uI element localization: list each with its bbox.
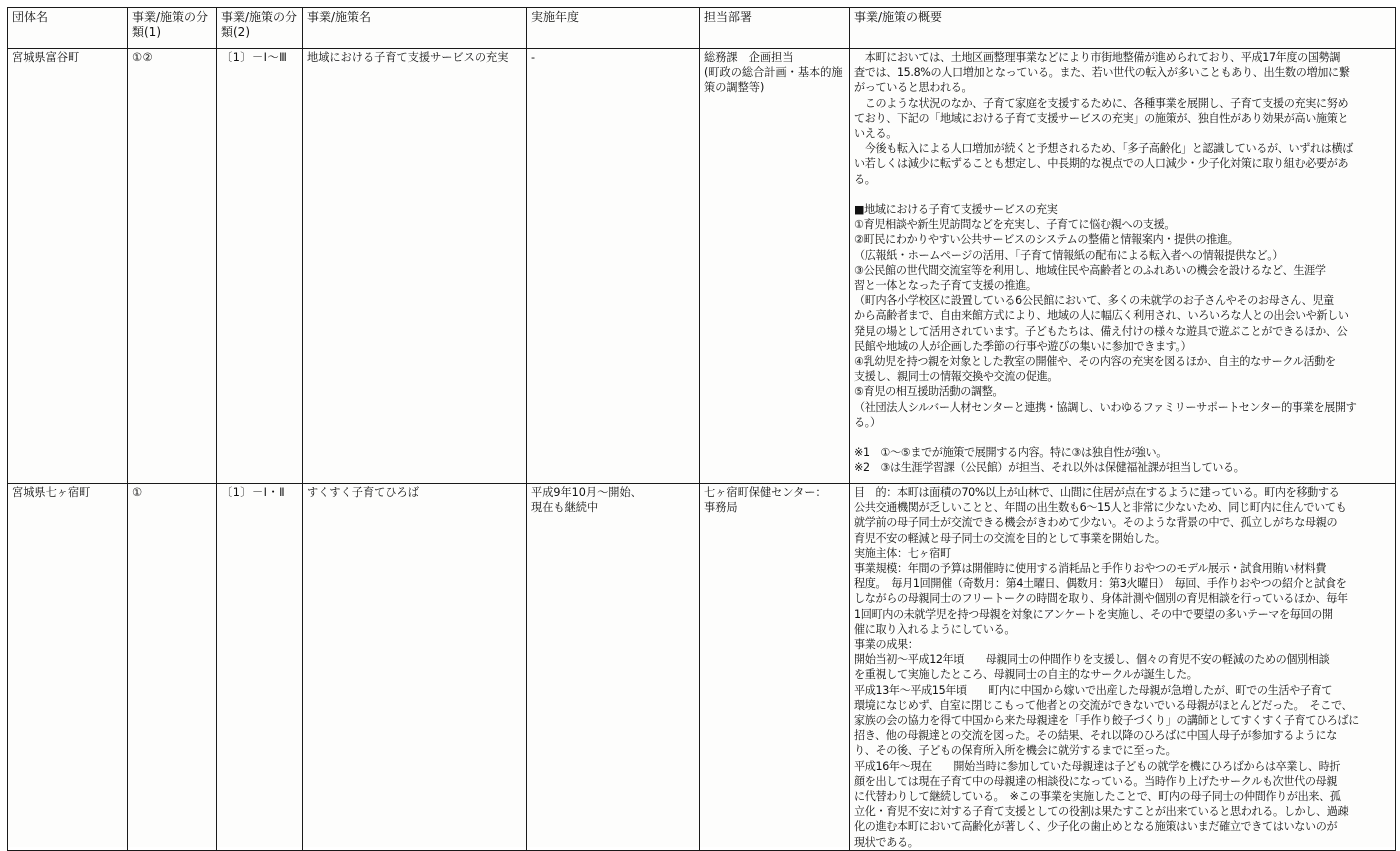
cell-year: - — [527, 49, 700, 484]
overview-line: 公共交通機関が乏しいことと、年間の出生数も6～15人と非常に少ないため、同じ町内に住んでいても — [854, 501, 1347, 515]
header-year: 実施年度 — [527, 8, 700, 49]
cell-overview — [850, 49, 1396, 484]
overview-line: 就学前の母子同士が交流できる機会がきわめて少ない。そのような背景の中で、孤立しがちな母親の — [854, 516, 1338, 530]
overview-line: （広報紙・ホームページの活用、「子育て情報紙の配布による転入者への情報提供など。） — [854, 248, 1284, 262]
overview-text — [854, 485, 1392, 850]
overview-line: 支援し、親同士の情報交換や交流の促進。 — [854, 370, 1059, 384]
overview-line: ■地域における子育て支援サービスの充実 — [854, 203, 1058, 217]
department-text: 総務課 企画担当 (町政の総合計画・基本的施策の調整等) — [704, 51, 843, 95]
overview-line: 本町においては、土地区画整理事業などにより市街地整備が進められており、平成17年度の国勢調 — [854, 51, 1341, 64]
cell-category-2: 〔1〕－Ⅰ～Ⅲ — [217, 49, 303, 484]
overview-line: り、その後、子どもの保育所入所を機会に就労するまでに至った。 — [854, 744, 1177, 758]
header-category-2: 事業/施策の分類(2) — [217, 8, 303, 49]
overview-line: （町内各小学校区に設置している6公民館において、多くの未就学のお子さんやそのお母さん、児童 — [854, 294, 1334, 308]
overview-line: ①育児相談や新生児訪問などを充実し、子育てに悩む親への支援。 — [854, 218, 1176, 232]
overview-line: 事業の成果： — [854, 638, 919, 652]
overview-text — [854, 50, 1392, 476]
overview-line: 実施主体：七ヶ宿町 — [854, 546, 951, 560]
cell-policy-name: すくすく子育てひろば — [303, 484, 527, 851]
overview-line: ※1 ①～⑤までが施策で展開する内容。特に③は独自性が強い。 — [854, 446, 1168, 460]
overview-line: 目 的：本町は面積の70%以上が山林で、山間に住居が点在するように建っている。町内を移動する — [854, 486, 1340, 499]
overview-line: 事業規模：年間の予算は開催時に使用する消耗品と手作りおやつのモデル展示・試食用賄い材料費 — [854, 562, 1327, 576]
overview-line: から高齢者まで、自由来館方式により、地域の人に幅広く利用され、いろいろな人との出会いや新しい — [854, 309, 1349, 323]
cell-category-1: ①② — [128, 49, 217, 484]
overview-line: 催に取り入れるようにしている。 — [854, 622, 1016, 636]
overview-line: 民館や地域の人が企画した季節の行事や遊びの集いに参加できます。） — [854, 339, 1192, 353]
overview-line: ②町民にわかりやすい公共サービスのシステムの整備と情報案内・提供の推進。 — [854, 233, 1239, 247]
header-overview: 事業/施策の概要 — [850, 8, 1396, 49]
overview-line: いえる。 — [854, 127, 897, 141]
cell-org: 宮城県富谷町 — [8, 49, 128, 484]
overview-line: 立化・育児不安に対する子育て支援としての役割は果たすことが出来ていると思われる。しかし、過疎 — [854, 805, 1349, 819]
table-row — [8, 49, 1396, 484]
cell-department — [700, 49, 850, 484]
overview-line: い若しくは減少に転ずることも想定し、中長期的な視点での人口減少・少子化対策に取り組む必要があ — [854, 157, 1349, 171]
scanned-sheet — [7, 7, 1395, 847]
policy-table — [7, 7, 1396, 851]
overview-line: がっていると思われる。 — [854, 81, 973, 95]
overview-line: 顔を出しては現在子育て中の母親達の相談役になっている。当時作り上げたサークルも次世代の母親 — [854, 774, 1338, 788]
overview-line: ③公民館の世代間交流室等を利用し、地域住民や高齢者とのふれあいの機会を設けるなど、生涯学 — [854, 263, 1326, 277]
table-row — [8, 484, 1396, 851]
cell-category-1: ① — [128, 484, 217, 851]
header-department: 担当部署 — [700, 8, 850, 49]
overview-line: 環境になじめず、自室に閉じこもって他者との交流ができないでいる母親がほとんどだった。 そこで、 — [854, 698, 1353, 712]
overview-line: 招き、他の母親達との交流を図った。その結果、それ以降のひろばに中国人母子が参加するようにな — [854, 729, 1338, 743]
header-category-1: 事業/施策の分類(1) — [128, 8, 217, 49]
cell-overview — [850, 484, 1396, 851]
overview-line: ④乳幼児を持つ親を対象とした教室の開催や、その内容の充実を図るほか、自主的なサークル活動を — [854, 355, 1336, 369]
overview-line: る。） — [854, 415, 881, 429]
overview-line: 平成16年～現在 開始当時に参加していた母親達は子どもの就学を機にひろばからは卒業し、時折 — [854, 759, 1341, 773]
overview-line: ており、下記の「地域における子育て支援サービスの充実」の施策が、独自性があり効果が高い施策と — [854, 111, 1349, 125]
cell-department — [700, 484, 850, 851]
overview-line: 開始当初～平成12年頃 母親同士の仲間作りを支援し、個々の育児不安の軽減のための個別相談 — [854, 653, 1330, 667]
overview-line: 程度。 毎月1回開催（奇数月：第4土曜日、偶数月：第3火曜日） 毎回、手作りおやつの紹介と試食を — [854, 577, 1347, 591]
overview-line: （社団法人シルバー人材センターと連携・協調し、いわゆるファミリーサポートセンター的事業を展開す — [854, 400, 1357, 414]
header-org: 団体名 — [8, 8, 128, 49]
blank-line — [854, 187, 1392, 202]
cell-year — [527, 484, 700, 851]
overview-line: る。 — [854, 172, 876, 186]
header-policy-name: 事業/施策名 — [303, 8, 527, 49]
overview-line: 1回町内の未就学児を持つ母親を対象にアンケートを実施し、その中で要望の多いテーマを毎回の開 — [854, 607, 1333, 621]
overview-line: ※2 ③は生涯学習課（公民館）が担当、それ以外は保健福祉課が担当している。 — [854, 461, 1245, 475]
overview-line: を重視して実施したところ、母親同士の自主的なサークルが誕生した。 — [854, 668, 1198, 682]
department-text: 七ヶ宿町保健センター： 事務局 — [704, 486, 827, 515]
overview-line: 家族の会の協力を得て中国から来た母親達を「手作り餃子づくり」の講師としてすくすく子育てひろばに — [854, 714, 1359, 728]
overview-line: 育児不安の軽減と母子同士の交流を目的として事業を開始した。 — [854, 531, 1166, 545]
cell-org: 宮城県七ヶ宿町 — [8, 484, 128, 851]
overview-line: 習と一体となった子育て支援の推進。 — [854, 279, 1037, 293]
overview-line: 今後も転入による人口増加が続くと予想されるため、「多子高齢化」と認識しているが、いずれは横ば — [854, 142, 1353, 156]
blank-line — [854, 430, 1392, 445]
overview-line: 査では、15.8%の人口増加となっている。また、若い世代の転入が多いこともあり、出生数の増加に繋 — [854, 66, 1350, 80]
header-row — [8, 8, 1396, 49]
year-text: 平成9年10月～開始、 現在も継続中 — [531, 486, 642, 515]
overview-line: しながらの母親同士のフリートークの時間を取り、身体計測や個別の育児相談を行っているほか、毎年 — [854, 592, 1348, 606]
overview-line: 平成13年～平成15年頃 町内に中国から嫁いで出産した母親が急増したが、町での生活や子育て — [854, 683, 1333, 697]
overview-line: に代替わりして継続している。 ※この事業を実施したことで、町内の母子同士の仲間作りが出来、孤 — [854, 790, 1341, 804]
overview-line: このような状況のなか、子育て家庭を支援するために、各種事業を展開し、子育て支援の充実に努め — [854, 96, 1349, 110]
cell-policy-name: 地域における子育て支援サービスの充実 — [303, 49, 527, 484]
overview-line: ⑤育児の相互援助活動の調整。 — [854, 385, 1004, 399]
overview-line: 発見の場として活用されています。子どもたちは、備え付けの様々な遊具で遊ぶことができるほか、公 — [854, 324, 1348, 338]
overview-line: 現状である。 — [854, 835, 919, 849]
overview-line: 化の進む本町において高齢化が著しく、少子化の歯止めとなる施策はいまだ確立できてはいないのが — [854, 820, 1338, 834]
cell-category-2: 〔1〕－Ⅰ・Ⅱ — [217, 484, 303, 851]
